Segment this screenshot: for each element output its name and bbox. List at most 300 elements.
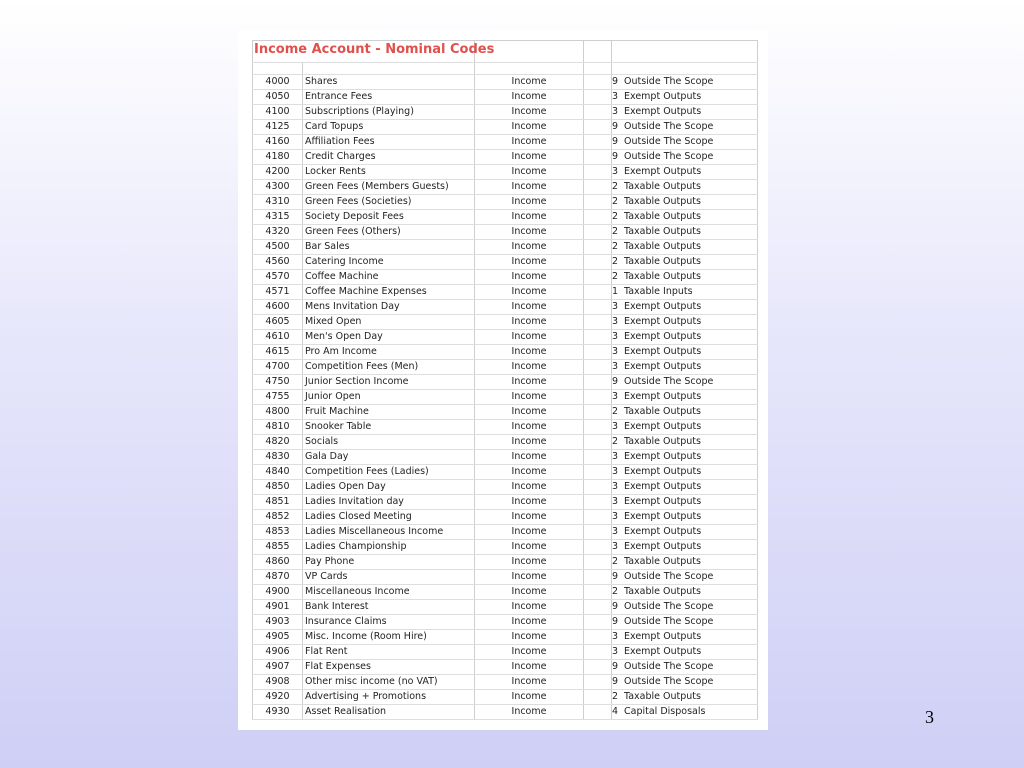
account-name-cell: Green Fees (Societies) [303, 195, 475, 210]
nominal-code-cell: 4930 [253, 705, 303, 720]
account-name-cell: Mixed Open [303, 315, 475, 330]
nominal-code-cell: 4810 [253, 420, 303, 435]
vat-description: Exempt Outputs [624, 451, 702, 462]
nominal-code-cell: 4200 [253, 165, 303, 180]
nominal-code-cell: 4906 [253, 645, 303, 660]
account-type-cell: Income [475, 555, 584, 570]
nominal-code-cell: 4610 [253, 330, 303, 345]
account-name-cell: Bank Interest [303, 600, 475, 615]
account-type-cell: Income [475, 480, 584, 495]
vat-code: 3 [612, 451, 619, 462]
account-type-cell: Income [475, 645, 584, 660]
vat-code: 3 [612, 631, 619, 642]
account-type-cell: Income [475, 225, 584, 240]
vat-cell [612, 675, 758, 690]
empty-cell [584, 105, 612, 120]
spacer-cell [303, 63, 475, 75]
vat-code: 2 [612, 406, 619, 417]
account-type-cell: Income [475, 345, 584, 360]
account-type-cell: Income [475, 135, 584, 150]
table-row [253, 270, 758, 285]
account-type-cell: Income [475, 180, 584, 195]
account-type-cell: Income [475, 705, 584, 720]
account-type-cell: Income [475, 390, 584, 405]
vat-description: Taxable Outputs [624, 691, 701, 702]
empty-cell [584, 420, 612, 435]
account-name-cell: Green Fees (Members Guests) [303, 180, 475, 195]
vat-code: 3 [612, 421, 619, 432]
vat-description: Taxable Outputs [624, 586, 701, 597]
vat-code: 2 [612, 256, 619, 267]
table-row [253, 675, 758, 690]
table-row [253, 210, 758, 225]
vat-cell [612, 360, 758, 375]
table-row [253, 630, 758, 645]
account-name-cell: Subscriptions (Playing) [303, 105, 475, 120]
account-type-cell: Income [475, 105, 584, 120]
account-type-cell: Income [475, 285, 584, 300]
vat-description: Taxable Outputs [624, 436, 701, 447]
account-name-cell: Affiliation Fees [303, 135, 475, 150]
vat-cell [612, 195, 758, 210]
table-row [253, 105, 758, 120]
table-row [253, 300, 758, 315]
vat-description: Exempt Outputs [624, 316, 702, 327]
vat-cell [612, 345, 758, 360]
account-name-cell: Competition Fees (Men) [303, 360, 475, 375]
spacer-row [253, 63, 758, 75]
vat-code: 9 [612, 601, 619, 612]
vat-code: 3 [612, 361, 619, 372]
nominal-code-cell: 4160 [253, 135, 303, 150]
account-type-cell: Income [475, 150, 584, 165]
vat-description: Taxable Inputs [624, 286, 693, 297]
spacer-cell [584, 63, 612, 75]
vat-description: Exempt Outputs [624, 301, 702, 312]
table-row [253, 690, 758, 705]
vat-cell [612, 525, 758, 540]
vat-cell [612, 420, 758, 435]
account-type-cell: Income [475, 255, 584, 270]
vat-description: Taxable Outputs [624, 256, 701, 267]
nominal-code-cell: 4750 [253, 375, 303, 390]
nominal-code-cell: 4570 [253, 270, 303, 285]
vat-code: 9 [612, 136, 619, 147]
empty-cell [584, 375, 612, 390]
vat-code: 9 [612, 376, 619, 387]
slide-page-number: 3 [925, 707, 934, 727]
table-row [253, 420, 758, 435]
account-type-cell: Income [475, 660, 584, 675]
table-row [253, 600, 758, 615]
account-name-cell: Advertising + Promotions [303, 690, 475, 705]
empty-cell [584, 300, 612, 315]
empty-cell [584, 270, 612, 285]
account-type-cell: Income [475, 435, 584, 450]
vat-code: 9 [612, 676, 619, 687]
nominal-code-cell: 4571 [253, 285, 303, 300]
vat-description: Exempt Outputs [624, 391, 702, 402]
account-type-cell: Income [475, 540, 584, 555]
table-row [253, 465, 758, 480]
empty-cell [584, 405, 612, 420]
vat-code: 3 [612, 481, 619, 492]
empty-cell [584, 690, 612, 705]
empty-cell [584, 570, 612, 585]
account-type-cell: Income [475, 165, 584, 180]
empty-cell [584, 135, 612, 150]
vat-description: Outside The Scope [624, 676, 714, 687]
nominal-code-cell: 4908 [253, 675, 303, 690]
vat-code: 3 [612, 496, 619, 507]
vat-cell [612, 480, 758, 495]
table-body [253, 41, 758, 720]
nominal-code-cell: 4901 [253, 600, 303, 615]
empty-cell [584, 585, 612, 600]
nominal-code-cell: 4125 [253, 120, 303, 135]
account-name-cell: Locker Rents [303, 165, 475, 180]
account-type-cell: Income [475, 210, 584, 225]
table-row [253, 150, 758, 165]
nominal-code-cell: 4605 [253, 315, 303, 330]
empty-cell [584, 75, 612, 90]
empty-cell [584, 450, 612, 465]
vat-cell [612, 270, 758, 285]
vat-code: 9 [612, 661, 619, 672]
nominal-code-cell: 4755 [253, 390, 303, 405]
account-name-cell: Ladies Championship [303, 540, 475, 555]
table-row [253, 180, 758, 195]
vat-description: Exempt Outputs [624, 91, 702, 102]
vat-code: 1 [612, 286, 619, 297]
account-name-cell: Gala Day [303, 450, 475, 465]
account-name-cell: Flat Expenses [303, 660, 475, 675]
nominal-code-cell: 4905 [253, 630, 303, 645]
account-name-cell: Insurance Claims [303, 615, 475, 630]
account-name-cell: Society Deposit Fees [303, 210, 475, 225]
nominal-code-cell: 4850 [253, 480, 303, 495]
vat-cell [612, 615, 758, 630]
vat-cell [612, 105, 758, 120]
empty-cell [584, 540, 612, 555]
vat-code: 2 [612, 181, 619, 192]
account-type-cell: Income [475, 405, 584, 420]
account-name-cell: Socials [303, 435, 475, 450]
table-row [253, 435, 758, 450]
account-type-cell: Income [475, 510, 584, 525]
spacer-cell [253, 63, 303, 75]
empty-cell [584, 480, 612, 495]
vat-cell [612, 315, 758, 330]
vat-cell [612, 75, 758, 90]
table-row [253, 285, 758, 300]
empty-cell [584, 90, 612, 105]
vat-code: 2 [612, 211, 619, 222]
nominal-code-cell: 4903 [253, 615, 303, 630]
vat-cell [612, 285, 758, 300]
vat-cell [612, 465, 758, 480]
table-row [253, 255, 758, 270]
vat-cell [612, 120, 758, 135]
empty-cell [584, 345, 612, 360]
account-name-cell: Ladies Invitation day [303, 495, 475, 510]
account-type-cell: Income [475, 615, 584, 630]
vat-description: Exempt Outputs [624, 361, 702, 372]
vat-code: 3 [612, 331, 619, 342]
nominal-codes-table [252, 40, 758, 720]
account-name-cell: Miscellaneous Income [303, 585, 475, 600]
vat-code: 3 [612, 511, 619, 522]
empty-cell [584, 360, 612, 375]
table-row [253, 120, 758, 135]
empty-cell [584, 495, 612, 510]
vat-cell [612, 555, 758, 570]
account-name-cell: Misc. Income (Room Hire) [303, 630, 475, 645]
spacer-cell [475, 63, 584, 75]
table-row [253, 525, 758, 540]
vat-description: Exempt Outputs [624, 346, 702, 357]
nominal-code-cell: 4907 [253, 660, 303, 675]
empty-cell [584, 240, 612, 255]
empty-cell [584, 330, 612, 345]
account-type-cell: Income [475, 375, 584, 390]
nominal-code-cell: 4310 [253, 195, 303, 210]
vat-description: Exempt Outputs [624, 526, 702, 537]
vat-description: Taxable Outputs [624, 406, 701, 417]
account-name-cell: Ladies Open Day [303, 480, 475, 495]
vat-cell [612, 645, 758, 660]
nominal-code-cell: 4000 [253, 75, 303, 90]
empty-cell [584, 675, 612, 690]
vat-cell [612, 585, 758, 600]
vat-description: Exempt Outputs [624, 331, 702, 342]
table-row [253, 540, 758, 555]
nominal-code-cell: 4870 [253, 570, 303, 585]
account-name-cell: Men's Open Day [303, 330, 475, 345]
nominal-code-cell: 4853 [253, 525, 303, 540]
vat-cell [612, 165, 758, 180]
vat-cell [612, 540, 758, 555]
vat-description: Taxable Outputs [624, 196, 701, 207]
table-row [253, 345, 758, 360]
vat-code: 2 [612, 196, 619, 207]
table-row [253, 585, 758, 600]
empty-cell [584, 465, 612, 480]
nominal-code-cell: 4315 [253, 210, 303, 225]
vat-code: 9 [612, 121, 619, 132]
account-name-cell: Competition Fees (Ladies) [303, 465, 475, 480]
empty-cell [584, 645, 612, 660]
account-name-cell: Entrance Fees [303, 90, 475, 105]
table-row [253, 75, 758, 90]
vat-description: Outside The Scope [624, 121, 714, 132]
vat-cell [612, 705, 758, 720]
vat-description: Taxable Outputs [624, 226, 701, 237]
vat-cell [612, 90, 758, 105]
table-row [253, 375, 758, 390]
empty-cell [584, 600, 612, 615]
nominal-code-cell: 4830 [253, 450, 303, 465]
vat-description: Taxable Outputs [624, 181, 701, 192]
vat-cell [612, 150, 758, 165]
account-type-cell: Income [475, 420, 584, 435]
account-type-cell: Income [475, 600, 584, 615]
vat-code: 9 [612, 76, 619, 87]
vat-cell [612, 135, 758, 150]
vat-description: Taxable Outputs [624, 211, 701, 222]
empty-cell [584, 165, 612, 180]
account-name-cell: Credit Charges [303, 150, 475, 165]
account-name-cell: Snooker Table [303, 420, 475, 435]
table-row [253, 135, 758, 150]
account-type-cell: Income [475, 495, 584, 510]
vat-description: Exempt Outputs [624, 166, 702, 177]
nominal-code-cell: 4860 [253, 555, 303, 570]
vat-cell [612, 255, 758, 270]
empty-cell [584, 705, 612, 720]
vat-cell [612, 330, 758, 345]
vat-code: 3 [612, 541, 619, 552]
account-name-cell: Shares [303, 75, 475, 90]
table-row [253, 510, 758, 525]
table-row [253, 330, 758, 345]
empty-cell [584, 660, 612, 675]
nominal-code-cell: 4560 [253, 255, 303, 270]
vat-code: 2 [612, 436, 619, 447]
nominal-code-cell: 4320 [253, 225, 303, 240]
document-title: Income Account - Nominal Codes [254, 42, 495, 57]
empty-cell [584, 435, 612, 450]
vat-code: 2 [612, 226, 619, 237]
account-type-cell: Income [475, 240, 584, 255]
table-row [253, 405, 758, 420]
empty-cell [584, 225, 612, 240]
nominal-code-cell: 4851 [253, 495, 303, 510]
nominal-code-cell: 4700 [253, 360, 303, 375]
account-type-cell: Income [475, 270, 584, 285]
table-row [253, 390, 758, 405]
table-row [253, 660, 758, 675]
nominal-code-cell: 4800 [253, 405, 303, 420]
table-row [253, 240, 758, 255]
nominal-code-cell: 4615 [253, 345, 303, 360]
vat-code: 2 [612, 691, 619, 702]
vat-code: 9 [612, 571, 619, 582]
vat-description: Exempt Outputs [624, 496, 702, 507]
empty-cell [584, 630, 612, 645]
vat-cell [612, 495, 758, 510]
vat-cell [612, 435, 758, 450]
vat-description: Taxable Outputs [624, 241, 701, 252]
vat-code: 3 [612, 106, 619, 117]
account-name-cell: Green Fees (Others) [303, 225, 475, 240]
vat-description: Outside The Scope [624, 601, 714, 612]
vat-code: 2 [612, 241, 619, 252]
account-type-cell: Income [475, 195, 584, 210]
vat-description: Exempt Outputs [624, 421, 702, 432]
table-row [253, 90, 758, 105]
empty-cell [584, 285, 612, 300]
nominal-code-cell: 4300 [253, 180, 303, 195]
vat-code: 3 [612, 301, 619, 312]
nominal-code-cell: 4840 [253, 465, 303, 480]
nominal-code-cell: 4500 [253, 240, 303, 255]
account-name-cell: Coffee Machine Expenses [303, 285, 475, 300]
vat-code: 2 [612, 586, 619, 597]
vat-code: 3 [612, 316, 619, 327]
vat-code: 3 [612, 166, 619, 177]
account-type-cell: Income [475, 585, 584, 600]
vat-cell [612, 240, 758, 255]
empty-cell [584, 615, 612, 630]
vat-description: Capital Disposals [624, 706, 706, 717]
account-type-cell: Income [475, 360, 584, 375]
vat-cell [612, 660, 758, 675]
vat-cell [612, 225, 758, 240]
vat-code: 9 [612, 616, 619, 627]
table-row [253, 315, 758, 330]
account-type-cell: Income [475, 570, 584, 585]
nominal-code-cell: 4852 [253, 510, 303, 525]
nominal-code-cell: 4900 [253, 585, 303, 600]
account-type-cell: Income [475, 675, 584, 690]
account-name-cell: Mens Invitation Day [303, 300, 475, 315]
vat-description: Taxable Outputs [624, 556, 701, 567]
nominal-code-cell: 4600 [253, 300, 303, 315]
account-name-cell: Asset Realisation [303, 705, 475, 720]
vat-cell [612, 390, 758, 405]
vat-code: 3 [612, 346, 619, 357]
table-row [253, 555, 758, 570]
table-row [253, 165, 758, 180]
empty-cell [584, 525, 612, 540]
vat-cell [612, 375, 758, 390]
account-name-cell: Junior Open [303, 390, 475, 405]
account-name-cell: Other misc income (no VAT) [303, 675, 475, 690]
vat-code: 3 [612, 391, 619, 402]
vat-description: Exempt Outputs [624, 541, 702, 552]
account-type-cell: Income [475, 450, 584, 465]
vat-description: Exempt Outputs [624, 511, 702, 522]
vat-code: 3 [612, 526, 619, 537]
vat-cell [612, 510, 758, 525]
vat-description: Outside The Scope [624, 661, 714, 672]
account-type-cell: Income [475, 330, 584, 345]
header-empty-cell [612, 41, 758, 63]
nominal-code-cell: 4050 [253, 90, 303, 105]
vat-code: 3 [612, 91, 619, 102]
account-type-cell: Income [475, 90, 584, 105]
table-row [253, 615, 758, 630]
vat-description: Outside The Scope [624, 571, 714, 582]
header-empty-cell [584, 41, 612, 63]
vat-cell [612, 210, 758, 225]
account-type-cell: Income [475, 315, 584, 330]
empty-cell [584, 150, 612, 165]
account-type-cell: Income [475, 465, 584, 480]
vat-description: Exempt Outputs [624, 481, 702, 492]
account-type-cell: Income [475, 690, 584, 705]
account-name-cell: Junior Section Income [303, 375, 475, 390]
vat-code: 3 [612, 466, 619, 477]
empty-cell [584, 195, 612, 210]
account-name-cell: Card Topups [303, 120, 475, 135]
vat-code: 2 [612, 271, 619, 282]
nominal-code-cell: 4820 [253, 435, 303, 450]
vat-description: Outside The Scope [624, 136, 714, 147]
account-name-cell: Catering Income [303, 255, 475, 270]
account-type-cell: Income [475, 630, 584, 645]
